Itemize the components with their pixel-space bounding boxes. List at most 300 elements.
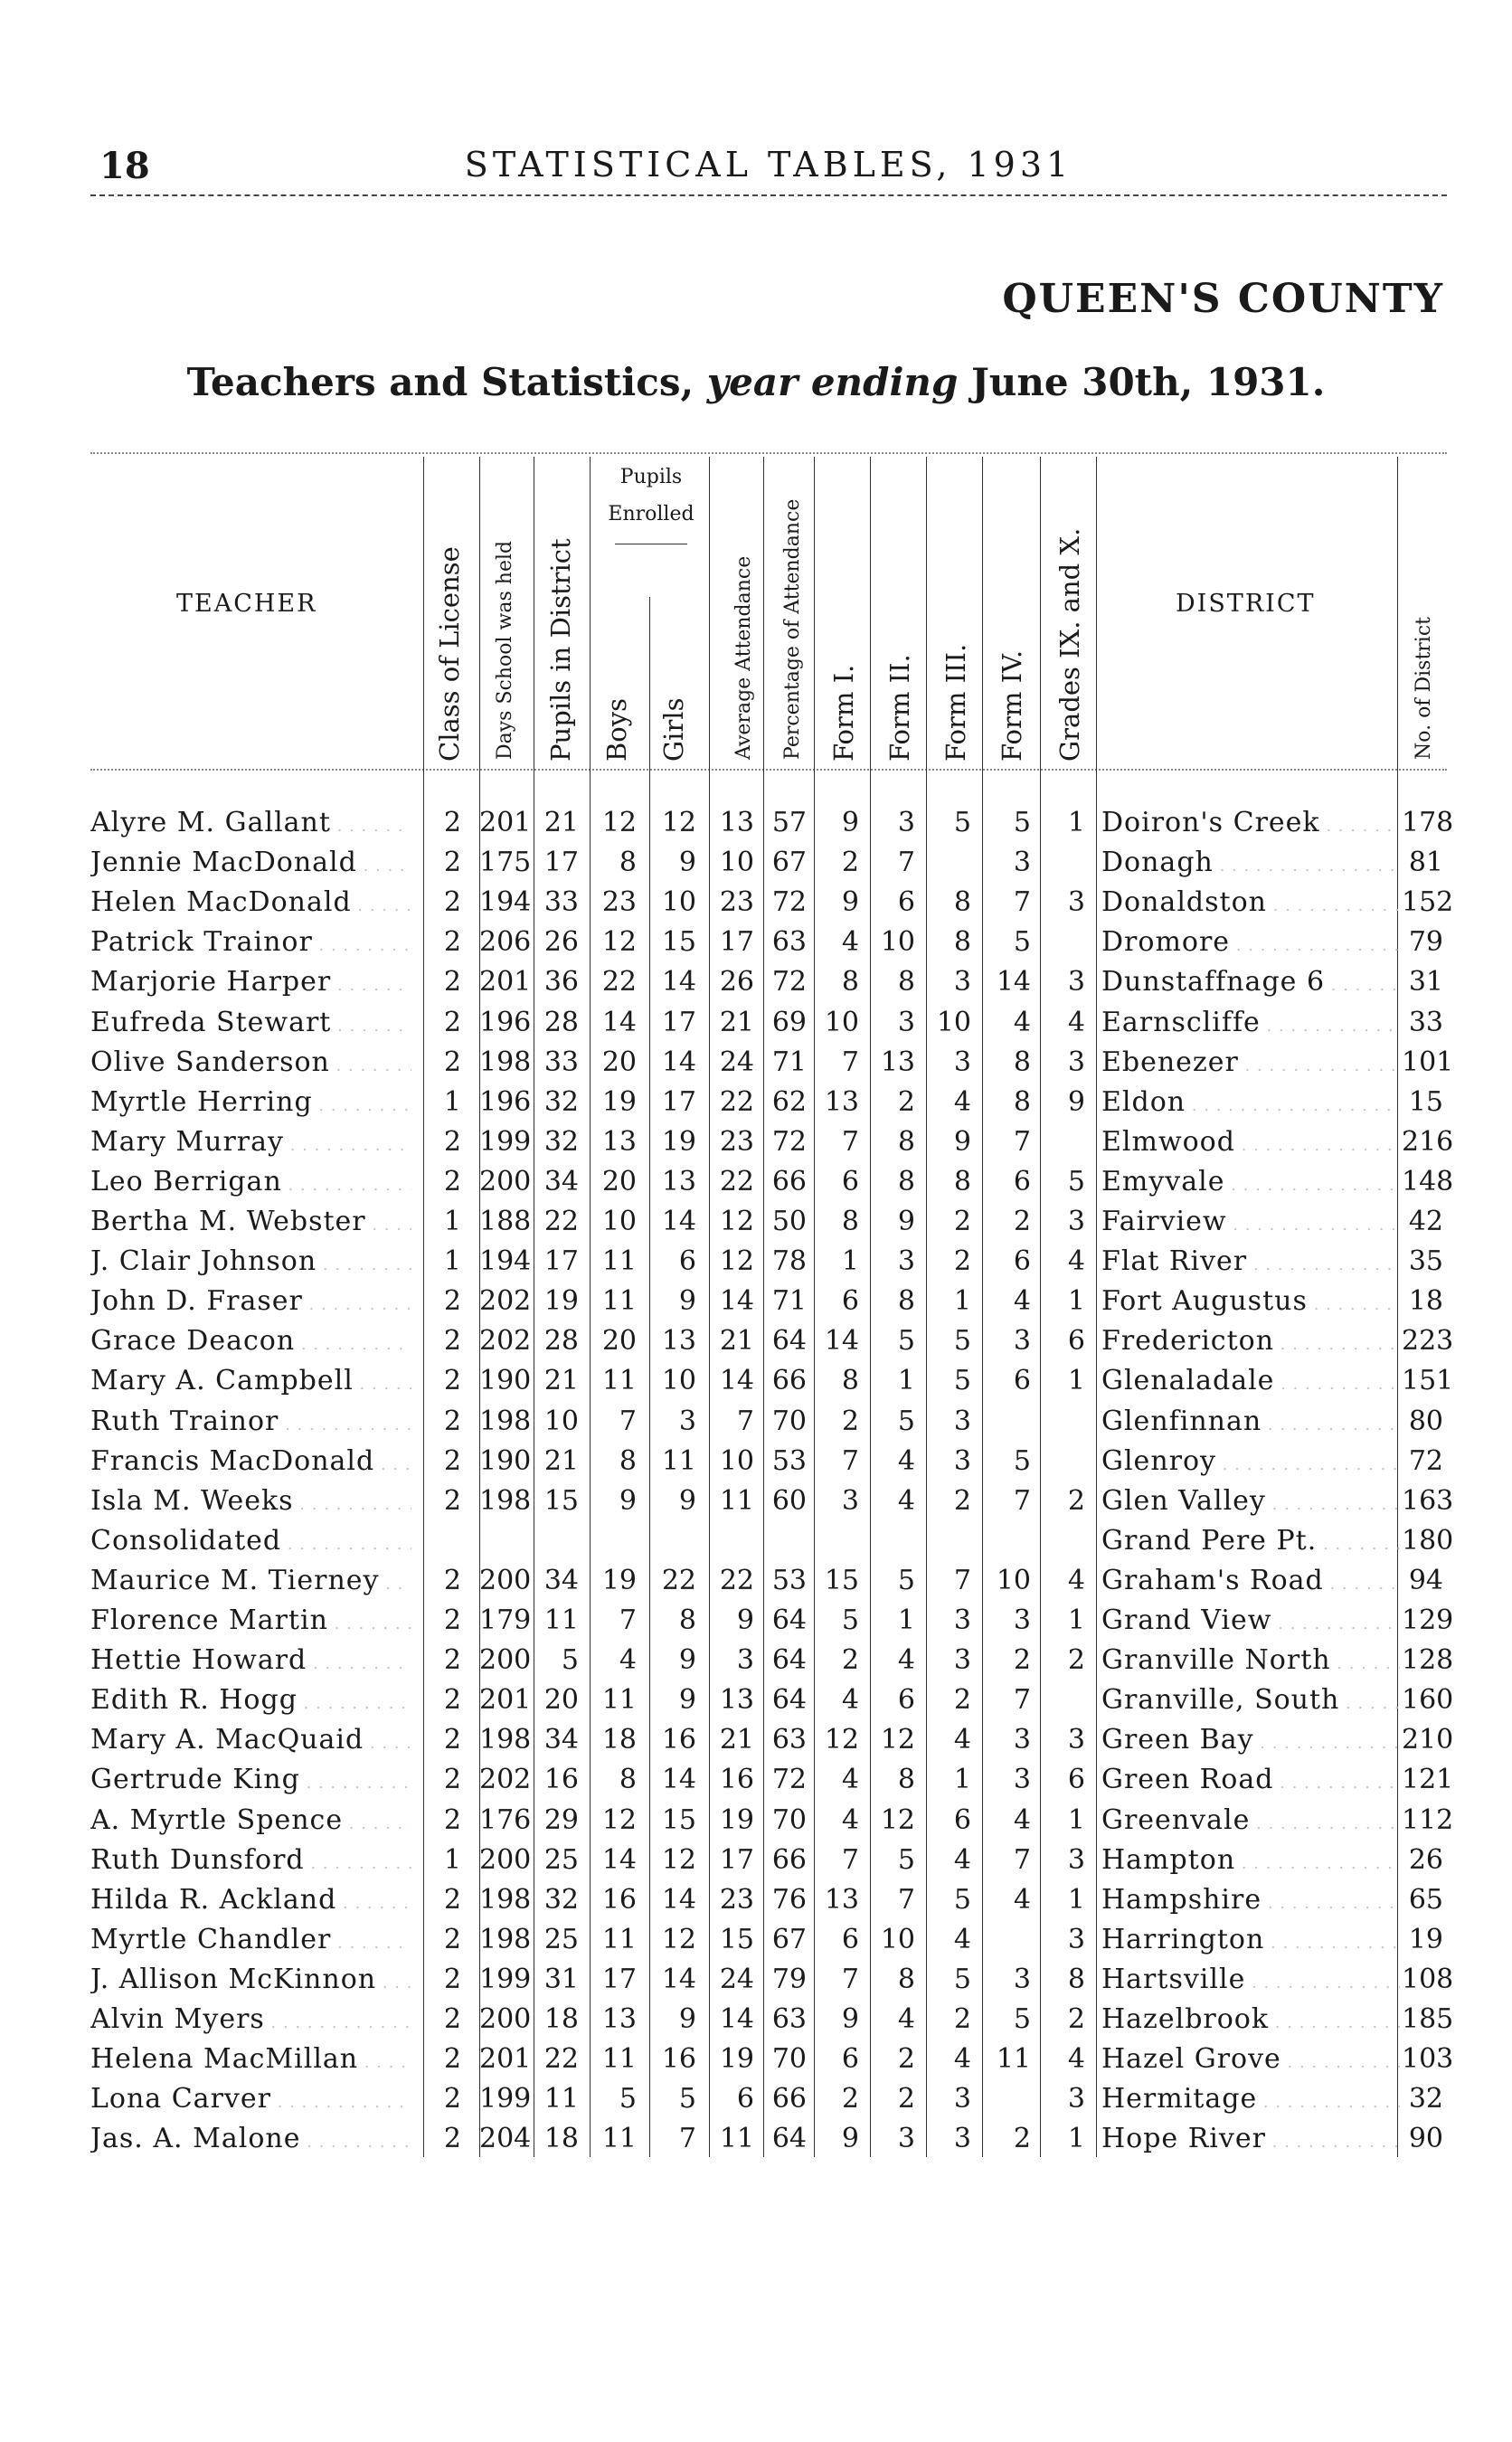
days-cell: 198 bbox=[479, 1923, 532, 1955]
form3-cell: 1 bbox=[953, 1285, 971, 1318]
district-name bbox=[1101, 1680, 1400, 1724]
col-header-pct-attendance: Percentage of Attendance bbox=[781, 498, 804, 760]
header-rule bbox=[90, 194, 1447, 196]
girls-cell: 6 bbox=[678, 1245, 696, 1278]
pct-cell: 64 bbox=[771, 1325, 807, 1358]
avg-cell: 22 bbox=[719, 1085, 754, 1118]
form3-cell: 3 bbox=[953, 1604, 971, 1636]
class-cell: 2 bbox=[443, 1125, 461, 1158]
form2-cell: 13 bbox=[880, 1046, 915, 1078]
teacher-name-text: Gertrude King bbox=[90, 1764, 300, 1796]
district-number: 101 bbox=[1402, 1046, 1454, 1078]
pct-cell: 72 bbox=[771, 1125, 807, 1158]
pupils-cell: 33 bbox=[543, 1046, 579, 1078]
pupils-cell: 32 bbox=[543, 1883, 579, 1916]
form4-cell: 7 bbox=[1013, 886, 1031, 919]
col-header-form4: Form IV. bbox=[997, 649, 1027, 762]
header-bottom-rule bbox=[90, 769, 1447, 771]
form2-cell: 1 bbox=[897, 1604, 915, 1636]
district-name-text: Glenroy bbox=[1101, 1444, 1216, 1477]
days-cell: 200 bbox=[479, 1843, 532, 1876]
pct-cell: 66 bbox=[771, 1843, 807, 1876]
days-cell: 198 bbox=[479, 1724, 532, 1756]
form4-cell: 4 bbox=[1013, 1285, 1031, 1318]
teacher-name-text: Bertha M. Webster bbox=[90, 1206, 366, 1237]
class-cell: 2 bbox=[443, 1484, 461, 1517]
district-name bbox=[1101, 1402, 1400, 1445]
teacher-name bbox=[90, 1601, 411, 1644]
district-number: 178 bbox=[1402, 807, 1454, 838]
days-cell: 198 bbox=[479, 1405, 532, 1437]
pupils-cell: 18 bbox=[543, 2003, 579, 2035]
teacher-name-text: Leo Berrigan bbox=[90, 1165, 282, 1197]
form4-cell: 2 bbox=[1013, 2123, 1031, 2155]
teacher-name-text: J. Allison McKinnon bbox=[90, 1963, 377, 1995]
boys-cell: 13 bbox=[601, 2003, 637, 2035]
pct-cell: 67 bbox=[771, 1923, 807, 1955]
table-row bbox=[0, 1003, 1512, 1043]
form4-cell: 7 bbox=[1013, 1684, 1031, 1717]
girls-cell: 15 bbox=[661, 926, 696, 959]
teacher-name bbox=[90, 1122, 411, 1166]
girls-cell: 19 bbox=[661, 1125, 696, 1158]
pupils-cell: 22 bbox=[543, 2043, 579, 2076]
class-cell: 2 bbox=[443, 1883, 461, 1916]
page-header bbox=[90, 145, 1447, 199]
class-cell: 2 bbox=[443, 1405, 461, 1437]
form2-cell: 8 bbox=[897, 1764, 915, 1796]
district-number: 26 bbox=[1408, 1843, 1443, 1876]
class-cell: 2 bbox=[443, 966, 461, 999]
table-row bbox=[0, 803, 1512, 843]
teacher-name bbox=[90, 1321, 411, 1365]
teacher-name bbox=[90, 1801, 411, 1844]
boys-cell: 5 bbox=[619, 2083, 637, 2115]
boys-cell: 11 bbox=[601, 1285, 637, 1318]
form3-cell: 4 bbox=[953, 1085, 971, 1118]
table-row bbox=[0, 2040, 1512, 2079]
form3-cell: 4 bbox=[953, 2043, 971, 2076]
district-name bbox=[1101, 1801, 1400, 1844]
form3-cell: 2 bbox=[953, 2003, 971, 2035]
form2-cell: 10 bbox=[880, 1923, 915, 1955]
form3-cell: 10 bbox=[936, 1006, 971, 1038]
table-row bbox=[0, 1841, 1512, 1880]
form4-cell: 4 bbox=[1013, 1803, 1031, 1836]
boys-cell: 14 bbox=[601, 1843, 637, 1876]
pct-cell: 70 bbox=[771, 1803, 807, 1836]
girls-cell: 7 bbox=[678, 2123, 696, 2155]
pct-cell: 67 bbox=[771, 847, 807, 879]
district-name-text: Elmwood bbox=[1101, 1125, 1235, 1158]
days-cell: 179 bbox=[479, 1604, 532, 1636]
avg-cell: 16 bbox=[719, 1764, 754, 1796]
days-cell: 199 bbox=[479, 2083, 532, 2115]
form1-cell: 4 bbox=[841, 926, 859, 959]
boys-cell: 14 bbox=[601, 1006, 637, 1038]
grades-cell: 4 bbox=[1067, 1564, 1085, 1596]
form1-cell: 9 bbox=[841, 2123, 859, 2155]
teacher-name bbox=[90, 2000, 411, 2043]
district-number: 223 bbox=[1402, 1325, 1454, 1358]
district-name bbox=[1101, 1122, 1400, 1166]
avg-cell: 10 bbox=[719, 847, 754, 879]
district-number: 151 bbox=[1402, 1365, 1454, 1397]
pct-cell: 64 bbox=[771, 1644, 807, 1677]
form4-cell: 6 bbox=[1013, 1165, 1031, 1197]
form1-cell: 5 bbox=[841, 1604, 859, 1636]
teacher-name-text: Jas. A. Malone bbox=[90, 2123, 301, 2155]
form4-cell: 8 bbox=[1013, 1085, 1031, 1118]
enrolled-label: Enrolled bbox=[608, 503, 695, 525]
form2-cell: 12 bbox=[880, 1803, 915, 1836]
boys-cell: 7 bbox=[619, 1604, 637, 1636]
form2-cell: 5 bbox=[897, 1405, 915, 1437]
district-number: 108 bbox=[1402, 1963, 1454, 1995]
girls-cell: 9 bbox=[678, 1644, 696, 1677]
class-cell: 2 bbox=[443, 1764, 461, 1796]
form3-cell: 8 bbox=[953, 926, 971, 959]
days-cell: 201 bbox=[479, 966, 532, 999]
girls-cell: 16 bbox=[661, 1724, 696, 1756]
pupils-cell: 34 bbox=[543, 1564, 579, 1596]
girls-cell: 12 bbox=[661, 1843, 696, 1876]
table-row bbox=[0, 1083, 1512, 1122]
class-cell: 2 bbox=[443, 1564, 461, 1596]
form3-cell: 5 bbox=[953, 1963, 971, 1995]
table-row bbox=[0, 923, 1512, 962]
form4-cell: 3 bbox=[1013, 1325, 1031, 1358]
teacher-name bbox=[90, 1880, 411, 1924]
form3-cell: 5 bbox=[953, 1365, 971, 1397]
district-name bbox=[1101, 1083, 1400, 1126]
form2-cell: 6 bbox=[897, 886, 915, 919]
girls-cell: 14 bbox=[661, 1764, 696, 1796]
grades-cell: 2 bbox=[1067, 2003, 1085, 2035]
girls-cell: 14 bbox=[661, 1046, 696, 1078]
pct-cell: 70 bbox=[771, 2043, 807, 2076]
district-name bbox=[1101, 1003, 1400, 1046]
district-name bbox=[1101, 1361, 1400, 1405]
days-cell: 199 bbox=[479, 1125, 532, 1158]
form4-cell: 5 bbox=[1013, 1444, 1031, 1477]
form3-cell: 6 bbox=[953, 1803, 971, 1836]
col-header-pupils-district: Pupils in District bbox=[545, 538, 576, 762]
boys-cell: 22 bbox=[601, 966, 637, 999]
grades-cell: 3 bbox=[1067, 2083, 1085, 2115]
girls-cell: 9 bbox=[678, 1484, 696, 1517]
form3-cell: 2 bbox=[953, 1245, 971, 1278]
pupils-cell: 16 bbox=[543, 1764, 579, 1796]
district-name-text: Earnscliffe bbox=[1101, 1006, 1261, 1038]
teacher-name-text: Eufreda Stewart bbox=[90, 1006, 332, 1038]
form2-cell: 8 bbox=[897, 1125, 915, 1158]
teacher-name bbox=[90, 2119, 411, 2163]
teacher-name-text: Mary A. MacQuaid bbox=[90, 1724, 364, 1756]
grades-cell: 1 bbox=[1067, 1803, 1085, 1836]
district-name-text: Hope River bbox=[1101, 2123, 1266, 2155]
girls-cell: 11 bbox=[661, 1444, 696, 1477]
table-row bbox=[0, 883, 1512, 923]
form1-cell: 7 bbox=[841, 1125, 859, 1158]
subtitle-part-b: year ending bbox=[694, 360, 971, 404]
table-row bbox=[0, 2079, 1512, 2119]
avg-cell: 11 bbox=[719, 1484, 754, 1517]
col-header-form1: Form I. bbox=[828, 664, 859, 762]
table-row bbox=[0, 1282, 1512, 1321]
boys-cell: 11 bbox=[601, 1684, 637, 1717]
col-header-form3: Form III. bbox=[940, 643, 971, 762]
days-cell: 198 bbox=[479, 1484, 532, 1517]
class-cell: 2 bbox=[443, 1684, 461, 1717]
class-cell: 2 bbox=[443, 1604, 461, 1636]
form4-cell: 3 bbox=[1013, 1764, 1031, 1796]
form4-cell: 4 bbox=[1013, 1006, 1031, 1038]
table-row bbox=[0, 1521, 1512, 1561]
district-name bbox=[1101, 1760, 1400, 1803]
pct-cell: 50 bbox=[771, 1206, 807, 1237]
avg-cell: 19 bbox=[719, 1803, 754, 1836]
avg-cell: 23 bbox=[719, 1883, 754, 1916]
form3-cell: 5 bbox=[953, 1325, 971, 1358]
district-name-text: Green Road bbox=[1101, 1764, 1274, 1796]
table-row bbox=[0, 1402, 1512, 1442]
days-cell: 196 bbox=[479, 1085, 532, 1118]
teacher-name-text: John D. Fraser bbox=[90, 1285, 303, 1318]
boys-cell: 11 bbox=[601, 2123, 637, 2155]
pupils-cell: 29 bbox=[543, 1803, 579, 1836]
teacher-name-text: Olive Sanderson bbox=[90, 1046, 330, 1078]
pct-cell: 71 bbox=[771, 1046, 807, 1078]
boys-cell: 12 bbox=[601, 926, 637, 959]
col-header-pupils-enrolled bbox=[592, 466, 710, 544]
avg-cell: 14 bbox=[719, 1285, 754, 1318]
form3-cell: 3 bbox=[953, 2083, 971, 2115]
district-number: 65 bbox=[1408, 1883, 1443, 1916]
teacher-name-text: Jennie MacDonald bbox=[90, 847, 357, 879]
district-number: 160 bbox=[1402, 1684, 1454, 1717]
grades-cell: 6 bbox=[1067, 1325, 1085, 1358]
avg-cell: 23 bbox=[719, 886, 754, 919]
form2-cell: 9 bbox=[897, 1206, 915, 1237]
district-name bbox=[1101, 1720, 1400, 1764]
avg-cell: 21 bbox=[719, 1325, 754, 1358]
form4-cell: 6 bbox=[1013, 1365, 1031, 1397]
pupils-cell: 21 bbox=[543, 807, 579, 838]
pct-cell: 57 bbox=[771, 807, 807, 838]
pct-cell: 76 bbox=[771, 1883, 807, 1916]
form3-cell: 2 bbox=[953, 1484, 971, 1517]
girls-cell: 15 bbox=[661, 1803, 696, 1836]
district-name-text: Eldon bbox=[1101, 1085, 1186, 1118]
form4-cell: 4 bbox=[1013, 1883, 1031, 1916]
form1-cell: 9 bbox=[841, 2003, 859, 2035]
form2-cell: 5 bbox=[897, 1325, 915, 1358]
table-row bbox=[0, 1361, 1512, 1401]
form2-cell: 4 bbox=[897, 2003, 915, 2035]
grades-cell: 3 bbox=[1067, 886, 1085, 919]
teacher-name bbox=[90, 1083, 411, 1126]
form1-cell: 7 bbox=[841, 1444, 859, 1477]
pupils-cell: 34 bbox=[543, 1724, 579, 1756]
form3-cell: 7 bbox=[953, 1564, 971, 1596]
class-cell: 2 bbox=[443, 1803, 461, 1836]
class-cell: 1 bbox=[443, 1206, 461, 1237]
district-name bbox=[1101, 1960, 1400, 2003]
form3-cell: 3 bbox=[953, 1644, 971, 1677]
pupils-cell: 26 bbox=[543, 926, 579, 959]
pct-cell: 72 bbox=[771, 1764, 807, 1796]
district-name-text: Graham's Road bbox=[1101, 1564, 1324, 1596]
form3-cell: 5 bbox=[953, 1883, 971, 1916]
form4-cell: 3 bbox=[1013, 1963, 1031, 1995]
girls-cell: 3 bbox=[678, 1405, 696, 1437]
district-name-text: Hartsville bbox=[1101, 1963, 1246, 1995]
district-name-text: Granville North bbox=[1101, 1644, 1331, 1677]
pupils-cell: 20 bbox=[543, 1684, 579, 1717]
girls-cell: 14 bbox=[661, 966, 696, 999]
avg-cell: 26 bbox=[719, 966, 754, 999]
grades-cell: 3 bbox=[1067, 1206, 1085, 1237]
pct-cell: 66 bbox=[771, 2083, 807, 2115]
girls-cell: 16 bbox=[661, 2043, 696, 2076]
pupils-cell: 11 bbox=[543, 2083, 579, 2115]
district-name-text: Hampton bbox=[1101, 1843, 1236, 1876]
pupils-cell: 22 bbox=[543, 1206, 579, 1237]
boys-cell: 8 bbox=[619, 1764, 637, 1796]
form1-cell: 7 bbox=[841, 1843, 859, 1876]
form3-cell: 8 bbox=[953, 1165, 971, 1197]
avg-cell: 7 bbox=[736, 1405, 754, 1437]
district-number: 79 bbox=[1408, 926, 1443, 959]
table-subtitle bbox=[0, 360, 1512, 404]
avg-cell: 24 bbox=[719, 1963, 754, 1995]
pct-cell: 66 bbox=[771, 1365, 807, 1397]
class-cell: 2 bbox=[443, 2003, 461, 2035]
teacher-name-text: Consolidated bbox=[90, 1524, 282, 1557]
table-row bbox=[0, 1680, 1512, 1720]
days-cell: 196 bbox=[479, 1006, 532, 1038]
teacher-name bbox=[90, 1920, 411, 1964]
table-row bbox=[0, 1442, 1512, 1481]
grades-cell: 3 bbox=[1067, 1724, 1085, 1756]
form2-cell: 8 bbox=[897, 1285, 915, 1318]
form2-cell: 4 bbox=[897, 1444, 915, 1477]
teacher-name-text: Myrtle Herring bbox=[90, 1085, 313, 1118]
district-number: 32 bbox=[1408, 2083, 1443, 2115]
district-number: 216 bbox=[1402, 1125, 1454, 1158]
table-row bbox=[0, 1242, 1512, 1282]
table-row bbox=[0, 962, 1512, 1002]
district-number: 35 bbox=[1408, 1245, 1443, 1278]
grades-cell: 4 bbox=[1067, 2043, 1085, 2076]
teacher-name bbox=[90, 1202, 411, 1245]
form4-cell: 7 bbox=[1013, 1843, 1031, 1876]
teacher-name-text: Edith R. Hogg bbox=[90, 1684, 298, 1717]
class-cell: 2 bbox=[443, 1285, 461, 1318]
teacher-name bbox=[90, 1720, 411, 1764]
grades-cell: 3 bbox=[1067, 966, 1085, 999]
form4-cell: 3 bbox=[1013, 1724, 1031, 1756]
district-number: 163 bbox=[1402, 1484, 1454, 1517]
class-cell: 2 bbox=[443, 1644, 461, 1677]
grades-cell: 9 bbox=[1067, 1085, 1085, 1118]
teacher-name-text: J. Clair Johnson bbox=[90, 1245, 317, 1278]
days-cell: 200 bbox=[479, 1165, 532, 1197]
district-name-text: Hermitage bbox=[1101, 2083, 1258, 2115]
district-number: 15 bbox=[1408, 1085, 1443, 1118]
pupils-cell: 28 bbox=[543, 1325, 579, 1358]
table-row bbox=[0, 1122, 1512, 1162]
pct-cell: 72 bbox=[771, 886, 807, 919]
grades-cell: 6 bbox=[1067, 1764, 1085, 1796]
district-name bbox=[1101, 843, 1400, 886]
form2-cell: 4 bbox=[897, 1644, 915, 1677]
form1-cell: 2 bbox=[841, 1405, 859, 1437]
district-number: 94 bbox=[1408, 1564, 1443, 1596]
days-cell: 199 bbox=[479, 1963, 532, 1995]
teacher-name bbox=[90, 1162, 411, 1206]
avg-cell: 9 bbox=[736, 1604, 754, 1636]
boys-cell: 19 bbox=[601, 1085, 637, 1118]
district-number: 129 bbox=[1402, 1604, 1454, 1636]
pct-cell: 71 bbox=[771, 1285, 807, 1318]
form1-cell: 9 bbox=[841, 886, 859, 919]
district-name bbox=[1101, 1043, 1400, 1086]
teacher-name bbox=[90, 1481, 411, 1525]
district-name-text: Glen Valley bbox=[1101, 1484, 1266, 1517]
col-header-district-no: No. of District bbox=[1413, 617, 1435, 760]
pct-cell: 64 bbox=[771, 1604, 807, 1636]
form1-cell: 9 bbox=[841, 807, 859, 838]
pct-cell: 53 bbox=[771, 1564, 807, 1596]
pupils-cell: 25 bbox=[543, 1843, 579, 1876]
form3-cell: 9 bbox=[953, 1125, 971, 1158]
district-number: 103 bbox=[1402, 2043, 1454, 2076]
boys-cell: 11 bbox=[601, 1923, 637, 1955]
form1-cell: 13 bbox=[824, 1085, 859, 1118]
form1-cell: 4 bbox=[841, 1803, 859, 1836]
teacher-name bbox=[90, 1680, 411, 1724]
girls-cell: 8 bbox=[678, 1604, 696, 1636]
col-header-district: DISTRICT bbox=[1176, 590, 1316, 618]
form4-cell: 7 bbox=[1013, 1484, 1031, 1517]
form1-cell: 8 bbox=[841, 1206, 859, 1237]
form2-cell: 8 bbox=[897, 1165, 915, 1197]
district-name bbox=[1101, 2119, 1400, 2163]
boys-cell: 8 bbox=[619, 847, 637, 879]
form1-cell: 6 bbox=[841, 1285, 859, 1318]
girls-cell: 13 bbox=[661, 1165, 696, 1197]
teacher-name-text: Hilda R. Ackland bbox=[90, 1883, 337, 1916]
class-cell: 1 bbox=[443, 1245, 461, 1278]
avg-cell: 13 bbox=[719, 1684, 754, 1717]
district-name bbox=[1101, 1162, 1400, 1206]
pupils-cell: 5 bbox=[561, 1644, 579, 1677]
form3-cell: 5 bbox=[953, 807, 971, 838]
boys-cell: 17 bbox=[601, 1963, 637, 1995]
table-row bbox=[0, 1202, 1512, 1242]
district-number: 121 bbox=[1402, 1764, 1454, 1796]
boys-cell: 12 bbox=[601, 1803, 637, 1836]
form3-cell: 3 bbox=[953, 1444, 971, 1477]
form4-cell: 10 bbox=[996, 1564, 1031, 1596]
district-number: 18 bbox=[1408, 1285, 1443, 1318]
district-name-text: Doiron's Creek bbox=[1101, 807, 1320, 838]
days-cell: 200 bbox=[479, 1564, 532, 1596]
class-cell: 2 bbox=[443, 847, 461, 879]
days-cell: 200 bbox=[479, 2003, 532, 2035]
